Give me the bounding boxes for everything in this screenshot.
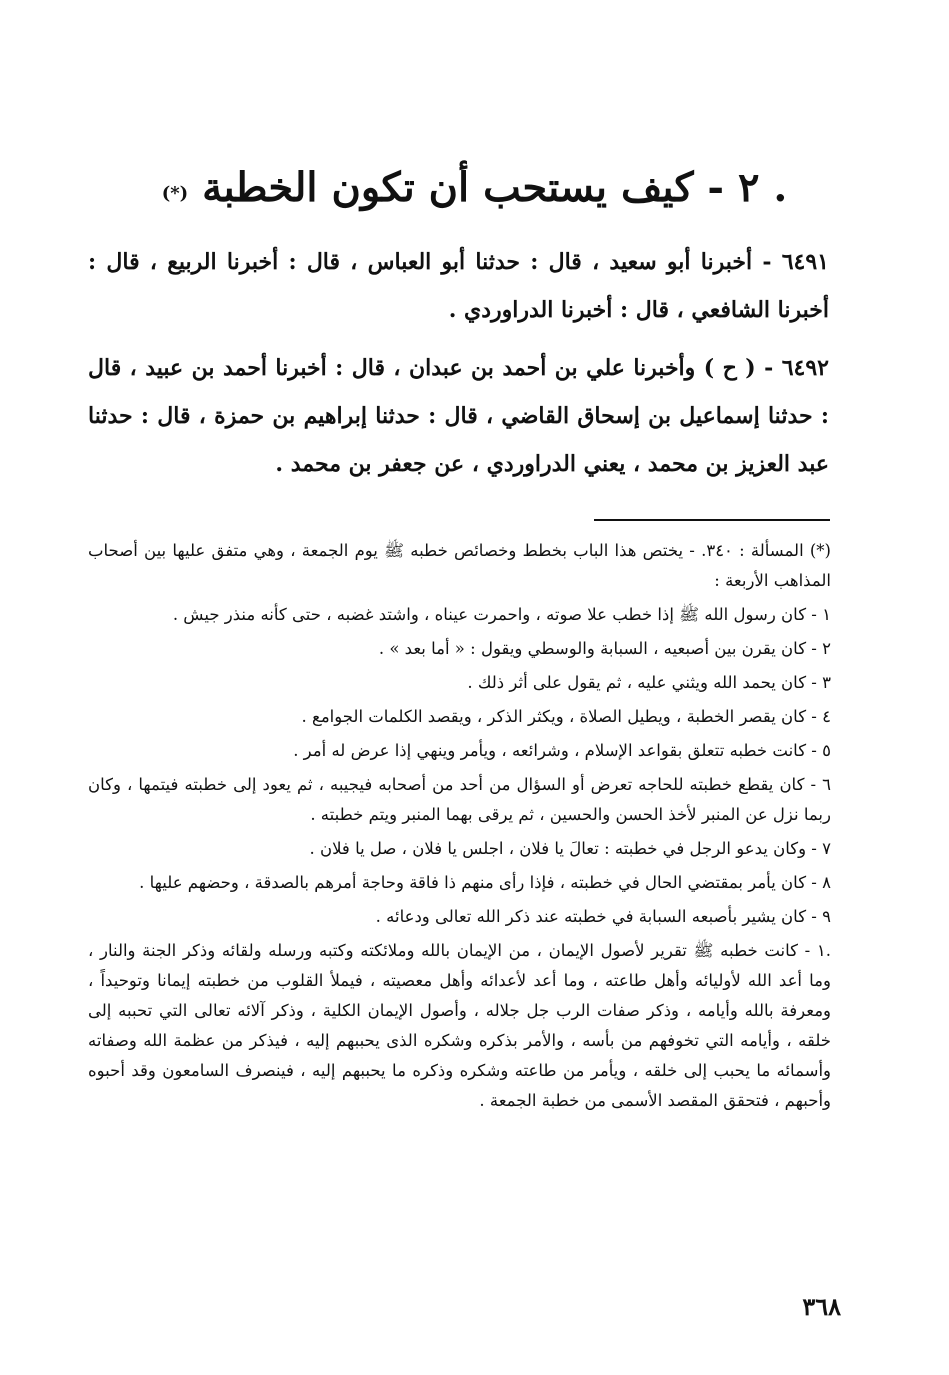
footnote-item-6: ٦ - كان يقطع خطبته للحاجه تعرض أو السؤال من أحد من أصحابه فيجيبه ، ثم يعود إلى خطبته فيتمها ، وكان ربما نزل عن المنبر لأخذ الحسن والحسين ، ثم يرقى بهما المنبر ويتم خطبته .: [88, 775, 831, 824]
hadith-6492: ٦٤٩٢ - ( ح ) وأخبرنا علي بن أحمد بن عبدان ، قال : أخبرنا أحمد بن عبيد ، قال : حدثنا إسماعيل بن إسحاق القاضي ، قال : حدثنا إبراهيم بن حمزة ، قال : حدثنا عبد العزيز بن محمد ، يعني الدراوردي ، عن جعفر بن محمد .: [88, 355, 829, 477]
footnote-item-8: ٨ - كان يأمر بمقتضي الحال في خطبته ، فإذا رأى منهم ذا فاقة وحاجة أمرهم بالصدقة ، وحضهم عليها .: [139, 873, 831, 892]
footnote-intro: (*) المسألة : ٣٤٠. - يختص هذا الباب بخطط وخصائص خطبه ﷺ يوم الجمعة ، وهي متفق عليها بين أصحاب المذاهب الأربعة :: [88, 541, 831, 590]
hadith-6491: ٦٤٩١ - أخبرنا أبو سعيد ، قال : حدثنا أبو العباس ، قال : أخبرنا الربيع ، قال : أخبرنا الشافعي ، قال : أخبرنا الدراوردي .: [88, 249, 829, 323]
footnote-item-2: ٢ - كان يقرن بين أصبعيه ، السبابة والوسطي ويقول : « أما بعد » .: [378, 639, 831, 658]
hadith-body: [88, 238, 829, 488]
footnote-separator: [594, 519, 830, 521]
footnote-marker: (*): [161, 183, 189, 204]
chapter-title: [90, 160, 859, 216]
chapter-title-text: . ٢ - كيف يستحب أن تكون الخطبة: [202, 164, 788, 211]
footnote-item-9: ٩ - كان يشير بأصبعه السبابة في خطبته عند ذكر الله تعالى ودعائه .: [375, 907, 831, 926]
footnote-section: [88, 536, 831, 1120]
footnote-item-1: ١ - كان رسول الله ﷺ إذا خطب علا صوته ، واحمرت عيناه ، واشتد غضبه ، حتى كأنه منذر جيش .: [172, 605, 831, 624]
footnote-item-4: ٤ - كان يقصر الخطبة ، ويطيل الصلاة ، ويكثر الذكر ، ويقصد الكلمات الجوامع .: [301, 707, 831, 726]
footnote-item-3: ٣ - كان يحمد الله ويثني عليه ، ثم يقول على أثر ذلك .: [467, 673, 831, 692]
footnote-item-5: ٥ - كانت خطبه تتعلق بقواعد الإسلام ، وشرائعه ، ويأمر وينهي إذا عرض له أمر .: [293, 741, 831, 760]
footnote-item-10: .١ - كانت خطبه ﷺ تقرير لأصول الإيمان ، من الإيمان بالله وملائكته وكتبه ورسله ولقائه وذكر الجنة والنار ، وما أعد الله لأوليائه وأهل طاعته ، وما أعد لأعدائه وأهل معصيته ، فيملأ القلوب من خطبته إيمانا وتوحيداً ، ومعرفة بالله وأيامه ، وذكر صفات الرب جل جلاله ، وأصول الإيمان الكلية ، وذكر آلائه تعالى التي تحببه إلى خلقه ، وأيامه التي تخوفهم من بأسه ، والأمر بذكره وشكره الذى يحببهم إليه ، فيذكر من عظمة الله وصفاته وأسمائه ما يحبب إلى خلقه ، ويأمر من طاعته وشكره وذكره ما يحببهم إليه ، فينصرف السامعون وقد أحبوه وأحبهم ، فتحقق المقصد الأسمى من خطبة الجمعة .: [88, 941, 831, 1110]
footnote-item-7: ٧ - وكان يدعو الرجل في خطبته : تعالَ يا فلان ، اجلس يا فلان ، صل يا فلان .: [309, 839, 831, 858]
page-number: ٣٦٨: [802, 1292, 841, 1321]
